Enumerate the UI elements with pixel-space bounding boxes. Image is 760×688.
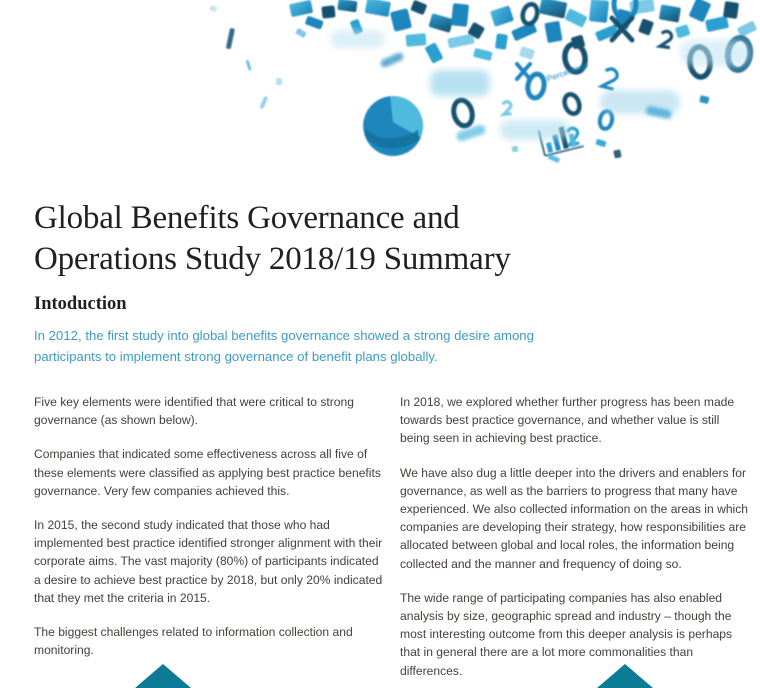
right-column-paragraph-2: We have also dug a little deeper into the drivers and enablers for governance, as well as the barriers to progress that many have experienced. We also collected information on the areas in which companies are developing their strategy, how responsibilities are allocated between global and local roles, the information being collected and the manner and frequency of doing so. xyxy=(400,465,749,571)
document-body xyxy=(0,172,760,680)
right-column xyxy=(400,393,750,680)
section-heading-introduction: Intoduction xyxy=(34,294,127,314)
page-title: Global Benefits Governance and Operations Study 2018/19 Summary xyxy=(34,200,511,277)
left-column-paragraph-3: In 2015, the second study indicated that those who had implemented best practice identified stronger alignment with their corporate aims. The vast majority (80%) of participants indicated a desire to achieve best practice by 2018, but only 20% indicated that they met the criteria in 2015. xyxy=(34,518,383,605)
two-column-body xyxy=(0,367,760,680)
left-column-paragraph-1: Five key elements were identified that were critical to strong governance (as shown below). xyxy=(34,395,354,428)
hero-graphic xyxy=(0,0,760,172)
hero-graphic-illustration xyxy=(0,0,760,172)
right-column-paragraph-1: In 2018, we explored whether further progress has been made towards best practice governance, and whether value is still being seen in achieving best practice. xyxy=(400,395,735,446)
left-column-paragraph-4: The biggest challenges related to information collection and monitoring. xyxy=(34,625,353,658)
chevron-up-shape-left xyxy=(135,664,191,688)
chevron-up-shape-right xyxy=(597,664,653,688)
left-column-paragraph-2: Companies that indicated some effectiveness across all five of these elements were classified as applying best practice benefits governance. Very few companies achieved this. xyxy=(34,447,381,498)
intro-paragraph: In 2012, the first study into global benefits governance showed a strong desire among participants to implement strong governance of benefit plans globally. xyxy=(34,328,534,364)
right-column-paragraph-3: The wide range of participating companies has also enabled analysis by size, geographic spread and industry – though the most interesting outcome from this deeper analysis is perhaps that in general there are a lot more commonalities than differences. xyxy=(400,590,733,678)
chevron-up-icon-left xyxy=(135,664,191,688)
chevron-up-icon-right xyxy=(597,664,653,688)
left-column xyxy=(34,393,400,680)
hero-percentage-label: Percentage xyxy=(545,59,590,84)
